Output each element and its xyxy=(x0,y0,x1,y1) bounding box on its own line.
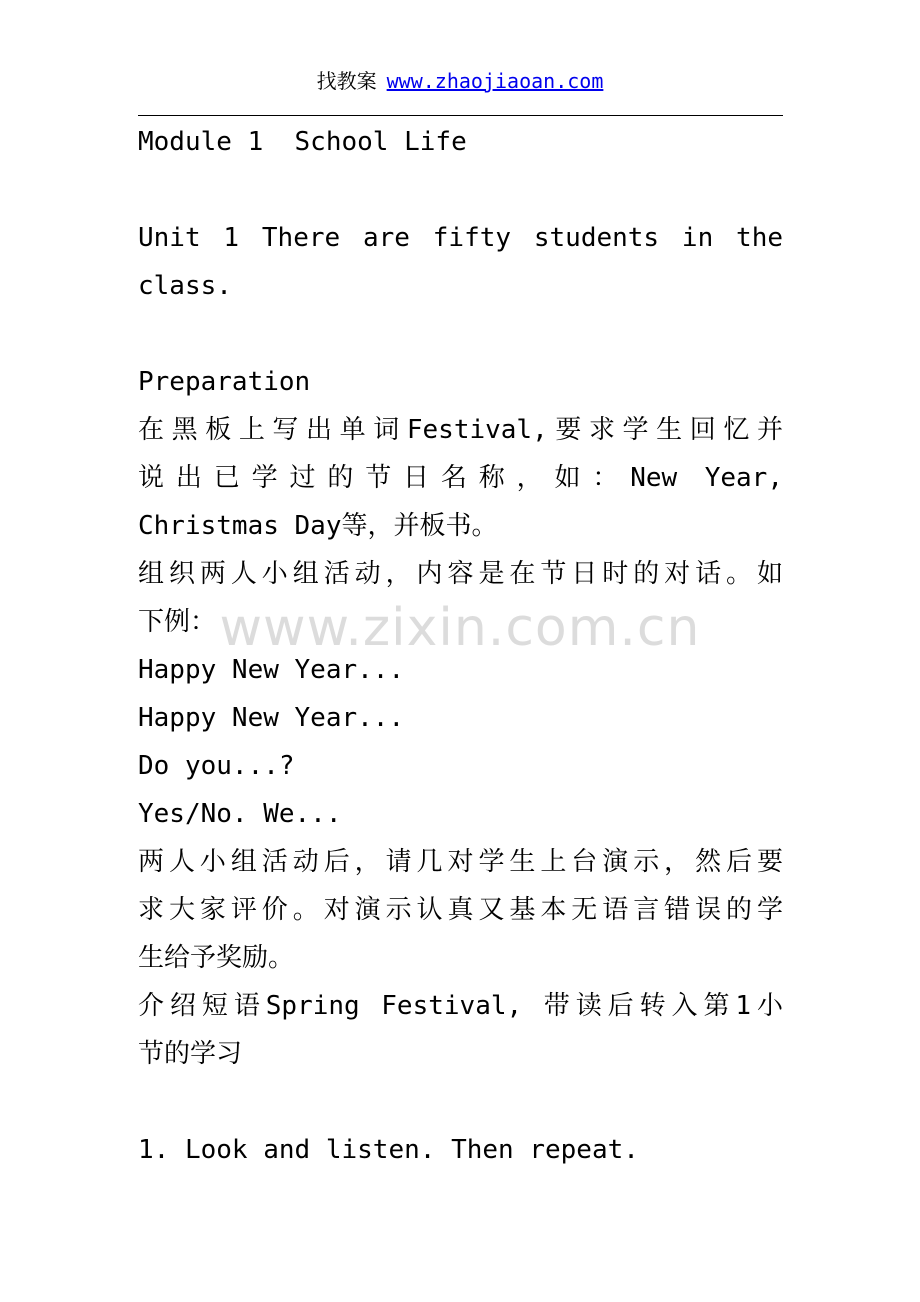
paragraph-1-line-1: 在黑板上写出单词Festival,要求学生回忆并 xyxy=(138,415,783,445)
blank-line xyxy=(138,310,783,358)
page-header xyxy=(0,66,920,96)
section-heading: Preparation xyxy=(138,367,311,397)
paragraph-4-line-1: 介绍短语Spring Festival, 带读后转入第1小 xyxy=(138,991,783,1021)
module-title: Module 1 School Life xyxy=(138,127,467,157)
dialogue-line: Happy New Year... xyxy=(138,703,405,733)
paragraph-3-line-3: 生给予奖励。 xyxy=(138,943,295,973)
unit-title-line-1: Unit 1 There are fifty students in the xyxy=(138,223,783,253)
document-body xyxy=(138,118,783,1174)
paragraph-2-line-1: 组织两人小组活动，内容是在节日时的对话。如 xyxy=(138,559,783,589)
paragraph-4-line-2: 节的学习 xyxy=(138,1039,243,1069)
paragraph-1-line-3: Christmas Day等，并板书。 xyxy=(138,511,498,541)
dialogue-line: Happy New Year... xyxy=(138,655,405,685)
paragraph-3-line-1: 两人小组活动后，请几对学生上台演示，然后要 xyxy=(138,847,783,877)
paragraph-2-line-2: 下例： xyxy=(138,607,217,637)
watermark: www.zixin.com.cn xyxy=(219,598,701,658)
unit-title-line-2: class. xyxy=(138,271,232,301)
paragraph-3-line-2: 求大家评价。对演示认真又基本无语言错误的学 xyxy=(138,895,783,925)
dialogue-line: Do you...? xyxy=(138,751,295,781)
header-divider xyxy=(138,115,783,116)
dialogue-line: Yes/No. We... xyxy=(138,799,342,829)
blank-line xyxy=(138,1078,783,1126)
blank-line xyxy=(138,166,783,214)
paragraph-1-line-2: 说出已学过的节日名称，如：New Year, xyxy=(138,463,783,493)
site-link[interactable]: www.zhaojiaoan.com xyxy=(386,69,604,93)
step-1-heading: 1. Look and listen. Then repeat. xyxy=(138,1135,639,1165)
site-name: 找教案 xyxy=(316,69,377,93)
